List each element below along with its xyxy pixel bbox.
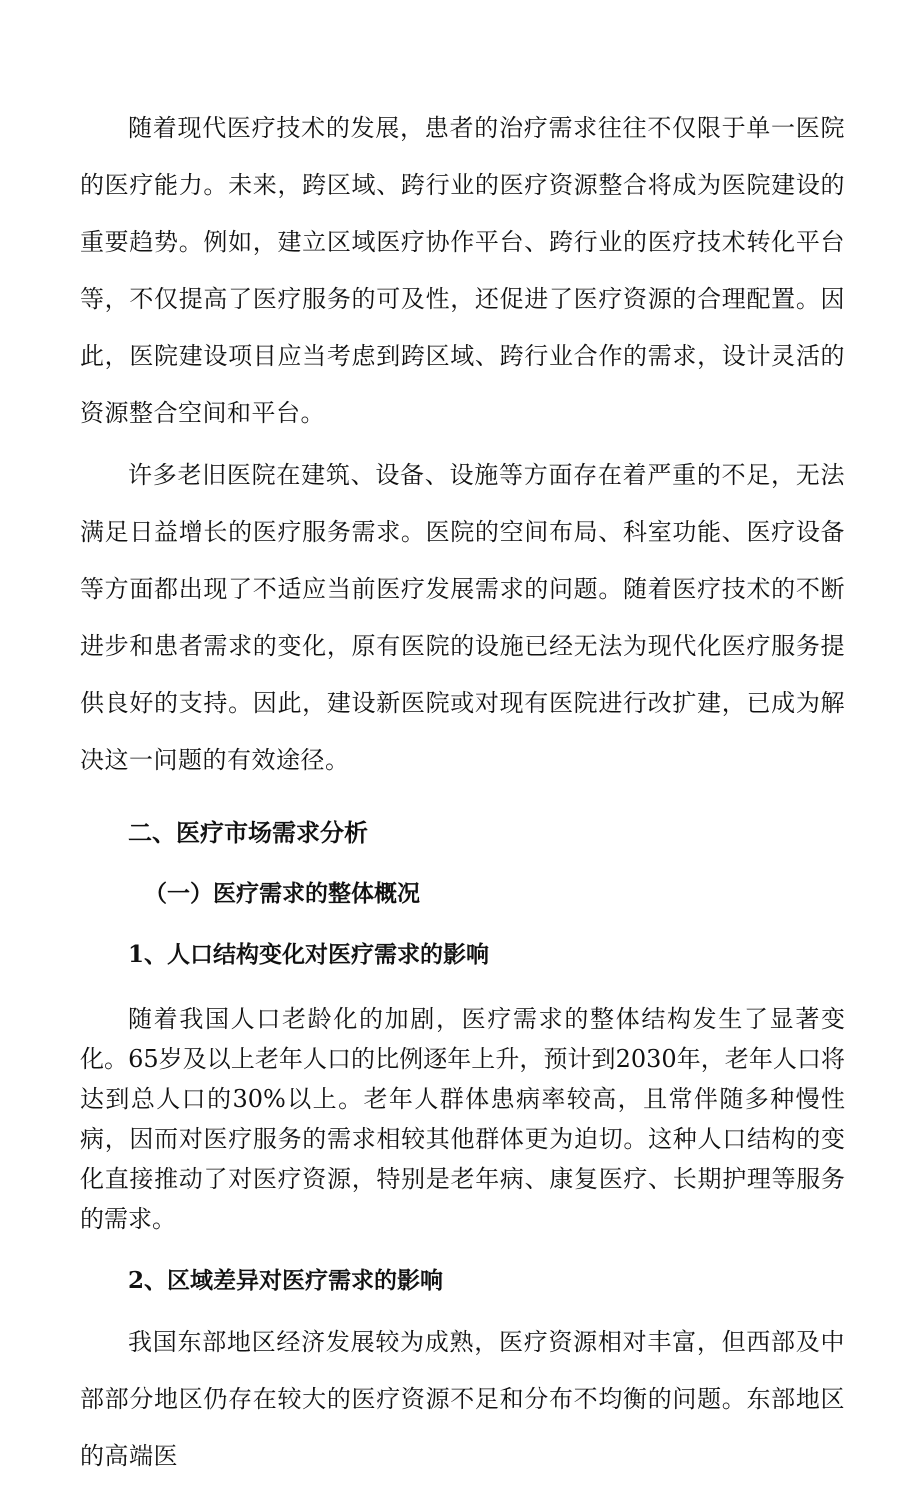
item-heading-regional: 2、区域差异对医疗需求的影响 [128, 1267, 444, 1294]
paragraph-regional-differences: 我国东部地区经济发展较为成熟，医疗资源相对丰富，但西部及中部部分地区仍存在较大的医疗资源不足和分布不均衡的问题。东部地区的高端医 [80, 1328, 845, 1470]
section-heading: 二、医疗市场需求分析 [128, 819, 368, 847]
document-body [80, 100, 845, 1485]
subsection-heading: （一）医疗需求的整体概况 [144, 880, 420, 907]
item-heading-population: 1、人口结构变化对医疗需求的影响 [128, 941, 490, 968]
paragraph-aging-population: 随着我国人口老龄化的加剧，医疗需求的整体结构发生了显著变化。65岁及以上老年人口的比例逐年上升，预计到2030年，老年人口将达到总人口的30%以上。老年人群体患病率较高，且常伴随多种慢性病，因而对医疗服务的需求相较其他群体更为迫切。这种人口结构的变化直接推动了对医疗资源，特别是老年病、康复医疗、长期护理等服务的需求。 [80, 1005, 845, 1233]
paragraph-resource-integration: 随着现代医疗技术的发展，患者的治疗需求往往不仅限于单一医院的医疗能力。未来，跨区域、跨行业的医疗资源整合将成为医院建设的重要趋势。例如，建立区域医疗协作平台、跨行业的医疗技术转化平台等，不仅提高了医疗服务的可及性，还促进了医疗资源的合理配置。因此，医院建设项目应当考虑到跨区域、跨行业合作的需求，设计灵活的资源整合空间和平台。 [80, 114, 845, 427]
paragraph-old-hospitals: 许多老旧医院在建筑、设备、设施等方面存在着严重的不足，无法满足日益增长的医疗服务需求。医院的空间布局、科室功能、医疗设备等方面都出现了不适应当前医疗发展需求的问题。随着医疗技术的不断进步和患者需求的变化，原有医院的设施已经无法为现代化医疗服务提供良好的支持。因此，建设新医院或对现有医院进行改扩建，已成为解决这一问题的有效途径。 [80, 461, 845, 774]
